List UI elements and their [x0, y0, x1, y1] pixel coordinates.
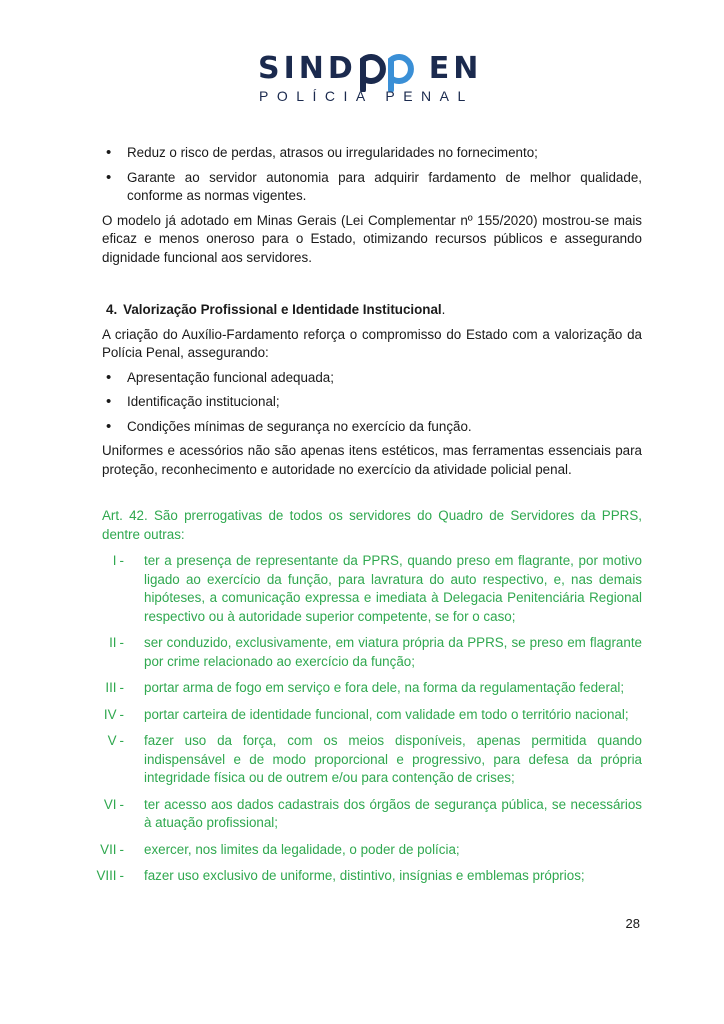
article-item-text: portar arma de fogo em serviço e fora dele, na forma da regulamentação federal;: [144, 680, 625, 695]
article-item-text: portar carteira de identidade funcional, com validade em todo o território nacional;: [144, 706, 629, 722]
article-item: [102, 841, 642, 860]
roman-numeral: VII -: [100, 841, 124, 857]
bullet-item: • Apresentação funcional adequada;: [102, 369, 642, 388]
article-item: [102, 679, 642, 698]
article-item-text: ter acesso aos dados cadastrais dos órgãos de segurança pública, se necessários à atuação profissional;: [144, 796, 642, 830]
bullet-item: • Condições mínimas de segurança no exercício da função.: [102, 418, 642, 437]
article-item: [102, 552, 642, 626]
section-heading: 4. Valorização Profissional e Identidade Institucional.: [102, 301, 642, 320]
roman-numeral: V -: [107, 733, 124, 748]
logo-word-left: SIND: [258, 51, 357, 86]
roman-numeral: VIII -: [96, 868, 124, 883]
article-intro: Art. 42. São prerrogativas de todos os servidores do Quadro de Servidores da PPRS, dentre outras:: [102, 508, 642, 542]
article-item: [102, 732, 642, 788]
document-body: [96, 144, 642, 894]
roman-numeral: I -: [112, 553, 124, 568]
logo-word-right: EN: [428, 51, 483, 86]
logo-wordmark: [258, 52, 482, 92]
section-closing: Uniformes e acessórios não são apenas itens estéticos, mas ferramentas essenciais para proteção, reconhecimento e autoridade no exercício da atividade policial penal.: [102, 443, 642, 477]
section-intro: A criação do Auxílio-Fardamento reforça o compromisso do Estado com a valorização da Polícia Penal, assegurando:: [102, 326, 642, 360]
page-number: 28: [625, 916, 640, 931]
roman-numeral: IV -: [103, 706, 124, 722]
article-item-text: fazer uso da força, com os meios disponíveis, apenas permitida quando indispensável e de modo proporcional e progressivo, para defesa da própria integridade física ou de outrem e/ou para contenção de crises;: [144, 733, 642, 785]
bullet-item: • Garante ao servidor autonomia para adquirir fardamento de melhor qualidade, conforme as normas vigentes.: [102, 169, 642, 206]
sindppen-logo: [258, 51, 483, 108]
bullet-item: • Reduz o risco de perdas, atrasos ou irregularidades no fornecimento;: [102, 144, 642, 163]
article-item-text: fazer uso exclusivo de uniforme, distintivo, insígnias e emblemas próprios;: [144, 868, 585, 883]
article-item: [96, 867, 642, 886]
paragraph-minas-gerais: O modelo já adotado em Minas Gerais (Lei Complementar nº 155/2020) mostrou-se mais eficaz e menos oneroso para o Estado, otimizando recursos públicos e assegurando dignidade funcional aos servidores.: [102, 212, 642, 265]
article-item: [102, 634, 642, 671]
roman-numeral: VI -: [103, 796, 124, 812]
logo-subtitle: POLÍCIA PENAL: [259, 88, 474, 104]
article-item-text: exercer, nos limites da legalidade, o poder de polícia;: [144, 841, 460, 857]
logo-pp-mark-icon: [357, 52, 423, 92]
roman-numeral: III -: [105, 680, 124, 695]
roman-numeral: II -: [109, 635, 124, 650]
article-item-text: ser conduzido, exclusivamente, em viatura própria da PPRS, se preso em flagrante por crime relacionado ao exercício da função;: [144, 635, 642, 669]
article-item-text: ter a presença de representante da PPRS, quando preso em flagrante, por motivo ligado ao exercício da função, para lavratura do auto respectivo, e, nas demais hipóteses, a comunicação expressa e imediata à Delegacia Penitenciária Regional respectivo ou à autoridade superior competente, se for o caso;: [144, 553, 642, 624]
article-item: [102, 706, 642, 725]
article-item: [102, 796, 642, 833]
section-number: 4.: [106, 302, 118, 317]
section-title: Valorização Profissional e Identidade Institucional: [123, 302, 442, 317]
bullet-item: • Identificação institucional;: [102, 393, 642, 412]
